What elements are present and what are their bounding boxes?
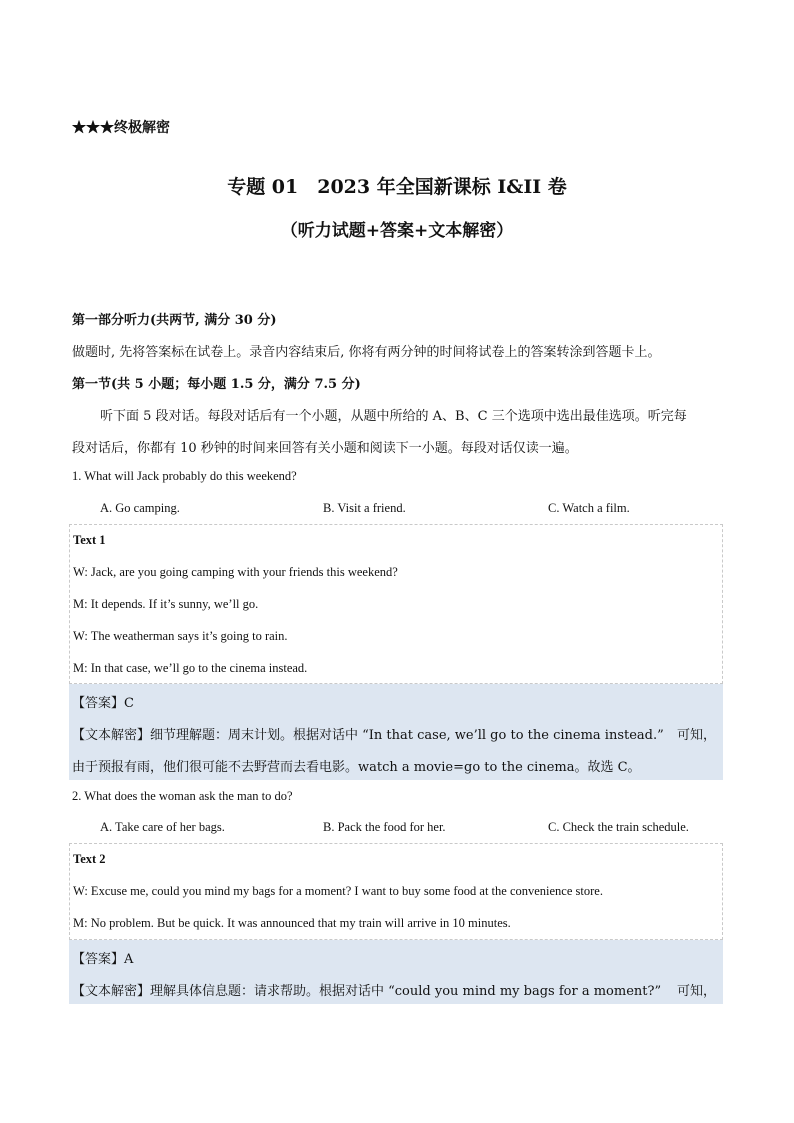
explanation-2-text: 【文本解密】理解具体信息题：请求帮助。根据对话中 “could you mind my bags for a moment?” xyxy=(72,984,662,999)
q1-option-b: B. Visit a friend. xyxy=(323,501,406,515)
header-tag: ★★★终极解密 xyxy=(72,120,170,136)
text-1-line-3: W: The weatherman says it’s going to rain. xyxy=(73,629,288,643)
q2-option-c: C. Check the train schedule. xyxy=(548,820,689,834)
answer-1: 【答案】C xyxy=(72,696,134,711)
explanation-1-text: 【文本解密】细节理解题：周末计划。根据对话中 “In that case, we’ll go to the cinema instead.” xyxy=(72,728,664,743)
explanation-1-line-2: 由于预报有雨，他们很可能不去野营而去看电影。watch a movie=go to the cinema。故选 C。 xyxy=(72,760,641,775)
page-title: 专题 01 2023 年全国新课标 I&II 卷 xyxy=(227,176,567,198)
section-heading: 第一节(共 5 小题；每小题 1.5 分，满分 7.5 分) xyxy=(72,377,361,392)
explanation-1-tail: 可知， xyxy=(676,728,716,743)
text-2-label: Text 2 xyxy=(73,852,106,866)
q1-option-a: A. Go camping. xyxy=(100,501,180,515)
answer-1-panel xyxy=(69,684,723,780)
q1-option-c: C. Watch a film. xyxy=(548,501,630,515)
text-2-line-1: W: Excuse me, could you mind my bags for a moment? I want to buy some food at the convenience store. xyxy=(73,884,603,898)
question-2: 2. What does the woman ask the man to do? xyxy=(72,789,293,803)
question-1: 1. What will Jack probably do this weekend? xyxy=(72,469,297,483)
explanation-2-line-1 xyxy=(72,980,716,999)
part-instruction: 做题时, 先将答案标在试卷上。录音内容结束后, 你将有两分钟的时间将试卷上的答案转涂到答题卡上。 xyxy=(72,345,661,360)
text-1-line-4: M: In that case, we’ll go to the cinema instead. xyxy=(73,661,308,675)
text-1-line-1: W: Jack, are you going camping with your friends this weekend? xyxy=(73,565,398,579)
page-subtitle: （听力试题+答案+文本解密） xyxy=(280,221,514,241)
text-1-line-2: M: It depends. If it’s sunny, we’ll go. xyxy=(73,597,259,611)
text-1-label: Text 1 xyxy=(73,533,106,547)
answer-2: 【答案】A xyxy=(72,952,134,967)
section-instruction-line-1: 听下面 5 段对话。每段对话后有一个小题，从题中所给的 A、B、C 三个选项中选出最佳选项。听完每 xyxy=(100,409,687,424)
part-heading: 第一部分听力(共两节, 满分 30 分) xyxy=(72,313,277,328)
answer-2-panel xyxy=(69,940,723,1004)
q2-option-a: A. Take care of her bags. xyxy=(100,820,225,834)
explanation-1-line-1 xyxy=(72,724,716,743)
q2-option-b: B. Pack the food for her. xyxy=(323,820,446,834)
explanation-2-tail: 可知， xyxy=(676,984,716,999)
text-1-box xyxy=(69,524,723,684)
text-2-box xyxy=(69,843,723,940)
text-2-line-2: M: No problem. But be quick. It was announced that my train will arrive in 10 minutes. xyxy=(73,916,511,930)
section-instruction-line-2: 段对话后，你都有 10 秒钟的时间来回答有关小题和阅读下一小题。每段对话仅读一遍。 xyxy=(72,441,578,456)
